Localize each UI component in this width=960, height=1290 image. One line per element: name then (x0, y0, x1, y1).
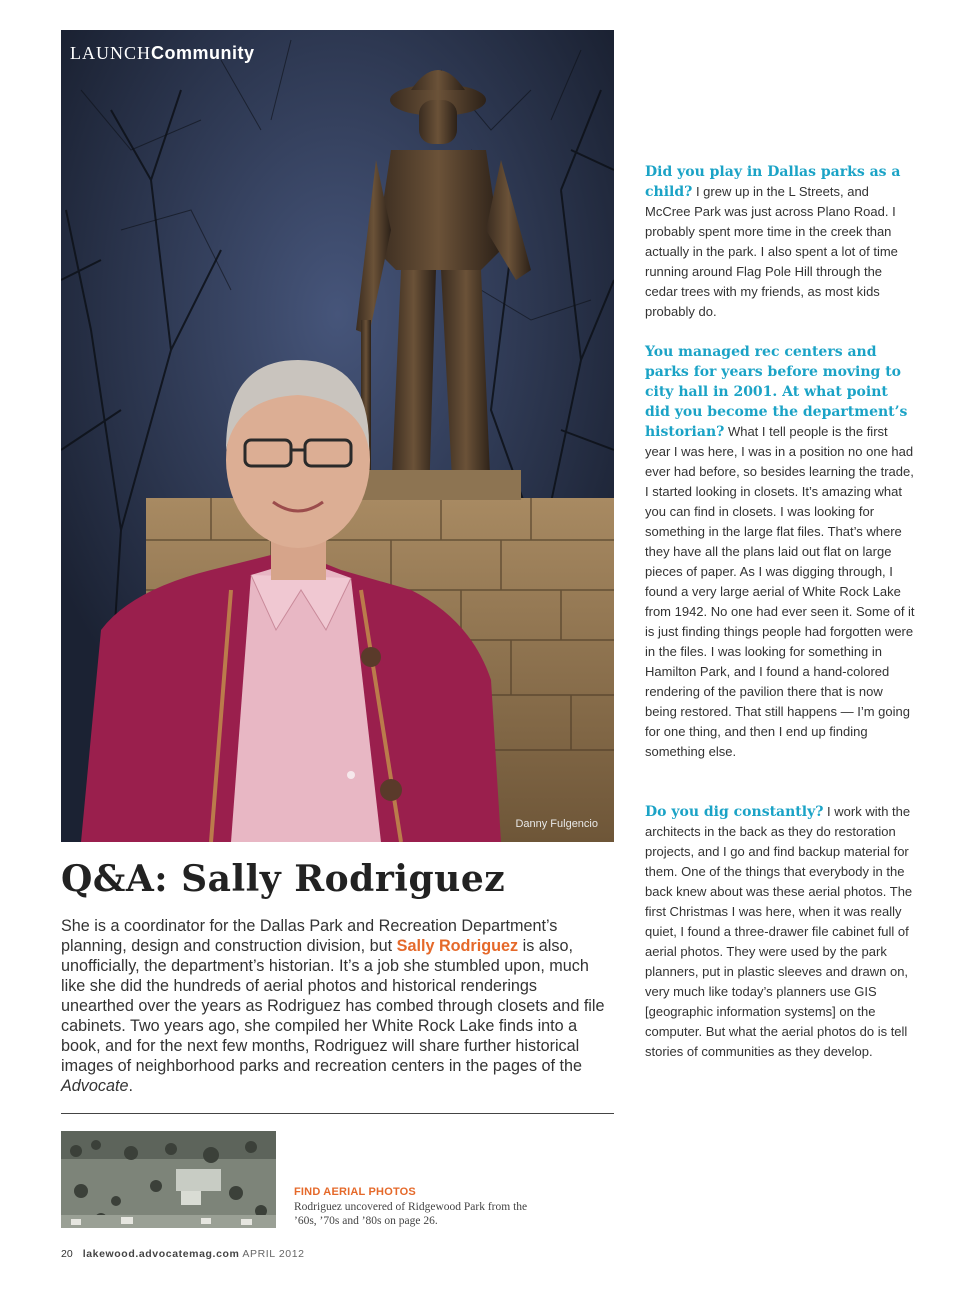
intro-text-1: She is a coordinator for the Dallas Park and Recreation Department’s planning, design and construction division, but (61, 917, 558, 955)
photo-credit: Danny Fulgencio (515, 818, 598, 830)
section-tag (70, 43, 255, 64)
qa-answer-1: I grew up in the L Streets, and McCree Park was just across Plano Road. I probably spent more time in the creek than actually in the park. I also spent a lot of time running around Flag Pole Hill through the cedar trees with my friends, as most kids probably do. (645, 184, 898, 319)
teaser-body: Rodriguez uncovered of Ridgewood Park from the ’60s, ’70s and ’80s on page 26. (294, 1201, 528, 1227)
qa-item-1 (645, 162, 915, 322)
article-intro (61, 916, 614, 1096)
qa-block-1 (645, 162, 915, 322)
section-tag-launch: LAUNCH (70, 43, 151, 63)
intro-text-2: is also, unofficially, the department’s historian. It’s a job she stumbled upon, much like she did the hundreds of aerial photos and historical renderings unearthed over the years as Rodriguez has combed through closets and file cabinets. Two years ago, she compiled her White Rock Lake finds into a book, and for the next few months, Rodriguez will share further historical images of neighborhood parks and recreation centers in the pages of the (61, 937, 605, 1075)
page-footer (61, 1248, 305, 1260)
footer-website-link[interactable]: lakewood.advocatemag.com (82, 1248, 240, 1260)
page-number: 20 (61, 1248, 73, 1260)
aerial-photo-thumbnail (61, 1131, 276, 1228)
intro-text-end: . (128, 1077, 133, 1095)
qa-answer-2: What I tell people is the first year I was here, I was in a position no one had ever had before, so besides learning the trade, I started looking in closets. It’s amazing what you can find in closets. I was looking for something in the large flat files. That’s where they have all the plans laid out flat on large pieces of paper. As I was digging through, I found a very large aerial of White Rock Lake from 1942. No one had ever seen it. Some of it is just finding things people had forgotten were in the files. I was looking for something in Hamilton Park, and I found a hand-colored rendering of the pavilion there that is now being restored. That still happens — I’m going for one thing, and then I end up finding something else. (645, 424, 915, 759)
footer-issue-date: APRIL 2012 (242, 1248, 305, 1260)
qa-question-3: Do you dig constantly? (645, 804, 824, 820)
article-headline: Q&A: Sally Rodriguez (61, 858, 506, 900)
qa-answer-3: I work with the architects in the back as they do restoration projects, and I go and find backup material for them. One of the things that everybody in the back knew about was these aerial photos. The first Christmas I was here, when it was really quiet, I found a three-drawer file cabinet full of aerial photos. They were used by the park planners, put in plastic sleeves and drawn on, very much like today’s planners use GIS [geographic information systems] on the computer. But what the aerial photos do is tell stories of communities as they develop. (645, 804, 913, 1059)
qa-block-3 (645, 802, 915, 1062)
qa-question-1: Did you play in Dallas parks as a child? (645, 164, 901, 200)
feature-photo (61, 30, 614, 842)
intro-highlight-name: Sally Rodriguez (396, 937, 519, 955)
section-divider (61, 1113, 614, 1114)
aerial-photo-image (61, 1131, 276, 1228)
photo-illustration (61, 30, 614, 842)
qa-question-2: You managed rec centers and parks for years before moving to city hall in 2001. At what point did you become the department’s historian? (645, 344, 908, 440)
teaser-box[interactable] (294, 1186, 534, 1228)
section-tag-community: Community (151, 43, 255, 63)
qa-item-3 (645, 802, 915, 1062)
qa-item-2 (645, 342, 915, 762)
intro-publication: Advocate (61, 1077, 129, 1095)
teaser-title: FIND AERIAL PHOTOS (294, 1186, 416, 1198)
qa-block-2 (645, 342, 915, 762)
